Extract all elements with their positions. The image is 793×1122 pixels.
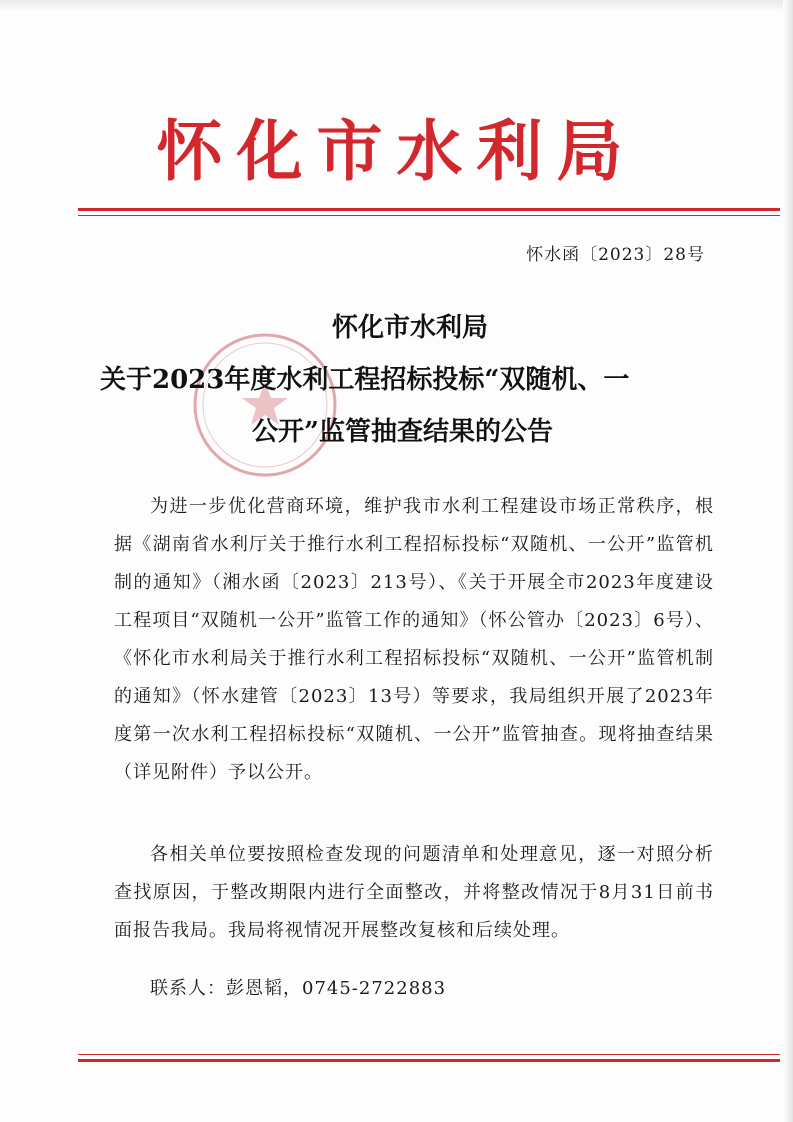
- body-paragraph-1: 为进一步优化营商环境，维护我市水利工程建设市场正常秩序，根据《湖南省水利厅关于推行水利工程招标投标“双随机、一公开”监管机制的通知》（湘水函〔2023〕213号）、《关于开展全市2023年度建设工程项目“双随机一公开”监管工作的通知》（怀公管办〔2023〕6号）、《怀化市水利局关于推行水利工程招标投标“双随机、一公开”监管机制的通知》（怀水建管〔2023〕13号）等要求，我局组织开展了2023年度第一次水利工程招标投标“双随机、一公开”监管抽查。现将抽查结果（详见附件）予以公开。: [114, 496, 714, 783]
- body-paragraph-2: 各相关单位要按照检查发现的问题清单和处理意见，逐一对照分析查找原因，于整改期限内进行全面整改，并将整改情况于8月31日前书面报告我局。我局将视情况开展整改复核和后续处理。: [114, 844, 714, 941]
- title-line-1: 怀化市水利局: [331, 313, 488, 343]
- contact-line: 联系人：彭恩韬，0745-2722883: [150, 978, 447, 999]
- letterhead-rule-thick: [78, 208, 780, 211]
- letterhead-title: 怀化市水利局: [156, 113, 637, 190]
- footer-rule-thin: [78, 1054, 780, 1055]
- title-line-2: 关于2023年度水利工程招标投标“双随机、一: [100, 365, 630, 395]
- footer-rule-thick: [78, 1059, 780, 1062]
- document-number: 怀水函〔2023〕28号: [526, 245, 705, 265]
- title-line-3: 公开”监管抽查结果的公告: [252, 417, 553, 447]
- letterhead-rule-thin: [78, 215, 780, 216]
- scan-edge-top: [0, 0, 793, 12]
